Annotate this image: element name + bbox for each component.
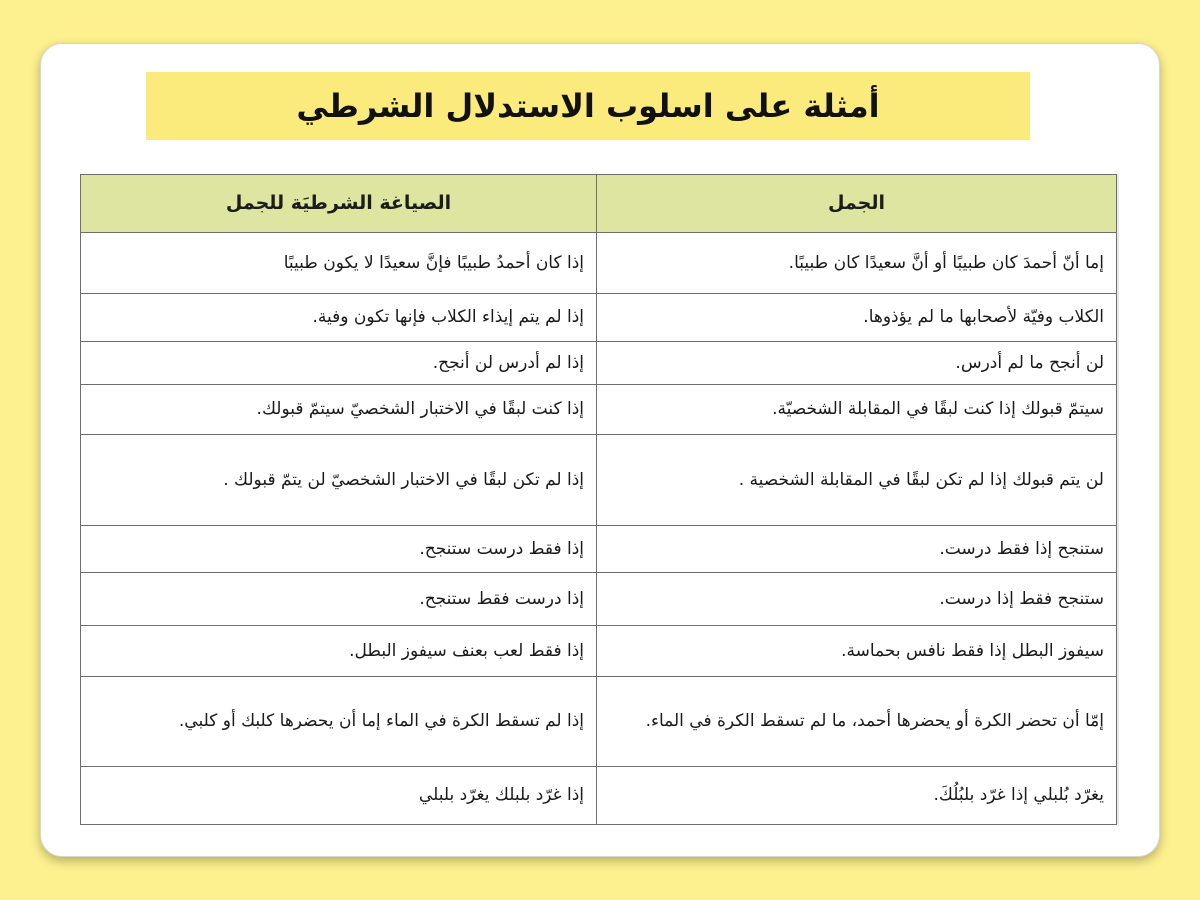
table-header-row	[81, 175, 1117, 233]
cell-conditional: إذا لم تسقط الكرة في الماء إما أن يحضرها كلبك أو كلبي.	[81, 677, 597, 767]
cell-sentence: لن يتم قبولك إذا لم تكن لبقًا في المقابلة الشخصية .	[597, 435, 1117, 526]
table-row	[81, 233, 1117, 294]
cell-sentence: الكلاب وفيّة لأصحابها ما لم يؤذوها.	[597, 294, 1117, 342]
cell-conditional: إذا لم يتم إيذاء الكلاب فإنها تكون وفية.	[81, 294, 597, 342]
table-row	[81, 526, 1117, 573]
cell-conditional: إذا غرّد بلبلك يغرّد بلبلي	[81, 767, 597, 825]
table-row	[81, 385, 1117, 435]
table-row	[81, 342, 1117, 385]
cell-conditional: إذا فقط درست ستنجح.	[81, 526, 597, 573]
cell-conditional: إذا كان أحمدُ طبيبًا فإنَّ سعيدًا لا يكون طبيبًا	[81, 233, 597, 294]
cell-conditional: إذا لم تكن لبقًا في الاختبار الشخصيّ لن يتمّ قبولك .	[81, 435, 597, 526]
cell-conditional: إذا درست فقط ستنجح.	[81, 573, 597, 626]
cell-conditional: إذا كنت لبقًا في الاختبار الشخصيّ سيتمّ قبولك.	[81, 385, 597, 435]
table-row	[81, 677, 1117, 767]
cell-sentence: لن أنجح ما لم أدرس.	[597, 342, 1117, 385]
table-container	[80, 174, 1119, 824]
cell-sentence: يغرّد بُلبلي إذا غرّد بلبُلُكَ.	[597, 767, 1117, 825]
cell-sentence: سيتمّ قبولك إذا كنت لبقًا في المقابلة الشخصيّة.	[597, 385, 1117, 435]
cell-sentence: إمّا أن تحضر الكرة أو يحضرها أحمد، ما لم تسقط الكرة في الماء.	[597, 677, 1117, 767]
page-title: أمثلة على اسلوب الاستدلال الشرطي	[296, 87, 880, 125]
cell-sentence: إما أنّ أحمدَ كان طبيبًا أو أنَّ سعيدًا كان طبيبًا.	[597, 233, 1117, 294]
title-banner	[146, 72, 1030, 140]
table-row	[81, 626, 1117, 677]
cell-sentence: ستنجح إذا فقط درست.	[597, 526, 1117, 573]
cell-sentence: سيفوز البطل إذا فقط نافس بحماسة.	[597, 626, 1117, 677]
header-conditional-form: الصياغة الشرطيَة للجمل	[81, 175, 597, 233]
table-row	[81, 435, 1117, 526]
conditional-examples-table	[80, 174, 1117, 825]
table-row	[81, 573, 1117, 626]
header-sentences: الجمل	[597, 175, 1117, 233]
cell-conditional: إذا فقط لعب بعنف سيفوز البطل.	[81, 626, 597, 677]
table-row	[81, 767, 1117, 825]
table-row	[81, 294, 1117, 342]
cell-sentence: ستنجح فقط إذا درست.	[597, 573, 1117, 626]
cell-conditional: إذا لم أدرس لن أنجح.	[81, 342, 597, 385]
